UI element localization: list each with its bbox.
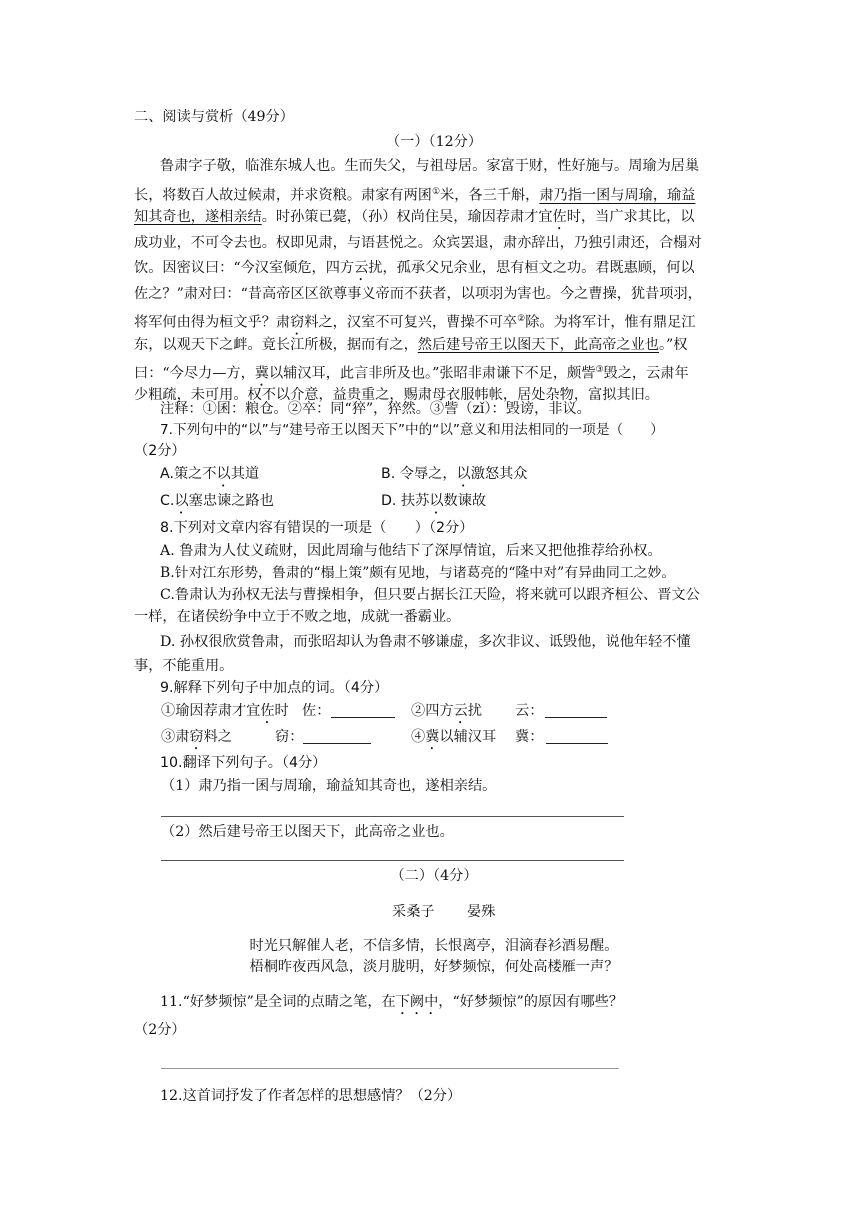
q9-item-1: ①瑜因荐肃才宜佐时	[161, 703, 289, 719]
passage-line: 长，将数百人故过候肃，并求资粮。肃家有两囷①米，各三千斛，肃乃指一囷与周瑜，瑜益	[134, 187, 696, 204]
underlined-sentence: 然后建号帝王以图天下，此高帝之业也	[417, 337, 659, 353]
q9-item-4-key: 冀：	[515, 729, 544, 745]
question-11-stem: 11.“好梦频惊”是全词的点睛之笔，在下阙中，“好梦频惊”的原因有哪些？	[160, 994, 624, 1010]
q9-answer-3-blank[interactable]	[303, 729, 371, 744]
poem-line-2: 梧桐昨夜西风急，淡月胧明，好梦频惊，何处高楼雁一声？	[249, 959, 619, 975]
underlined-sentence: 知其奇也，遂相亲结	[134, 209, 262, 225]
q10-sentence-1: （1）肃乃指一囷与周瑜，瑜益知其奇也，遂相亲结。	[161, 778, 497, 794]
question-7-option-b[interactable]: B. 令辱之，以激怒其众	[381, 466, 528, 482]
passage-line: 鲁肃字子敬，临淮东城人也。生而失父，与祖母居。家富于财，性好施与。周瑜为居巢	[160, 158, 700, 174]
q9-item-4: ④冀以辅汉耳	[411, 729, 497, 745]
passage-line: 将军何由得为桓文乎？肃窃料之，汉室不可复兴，曹操不可卒②除。为将军计，惟有鼎足江	[134, 314, 696, 331]
q9-answer-2-blank[interactable]	[545, 703, 607, 718]
question-7-option-c[interactable]: C.以塞忠谏之路也	[160, 493, 274, 509]
question-8-option-b[interactable]: B.针对江东形势，鲁肃的“榻上策”颇有见地，与诸葛亮的“隆中对”有异曲同工之妙。	[160, 565, 676, 581]
question-8-option-a[interactable]: A. 鲁肃为人仗义疏财，因此周瑜与他结下了深厚情谊，后来又把他推荐给孙权。	[160, 543, 662, 559]
q9-item-1-key: 佐：	[302, 703, 331, 719]
poem-author: 晏殊	[467, 904, 496, 920]
passage-line: 曰：“今尽力—方，冀以辅汉耳，此言非所及也。”张昭非肃谦下不足，颇訾③毁之，云肃年	[134, 365, 689, 382]
passage-line: 成功业，不可令去也。权即见肃，与语甚悦之。众宾罢退，肃亦辞出，乃独引肃还，合榻对	[134, 235, 702, 251]
poem-line-1: 时光只解催人老，不信多情，长恨离亭，泪滴春衫酒易醒。	[249, 938, 619, 954]
question-7-score: （2分）	[134, 443, 186, 459]
question-8-option-c-cont: 一样，在诸侯纷争中立于不败之地，成就一番霸业。	[134, 609, 461, 625]
dotted-word: 云	[354, 260, 369, 276]
section-title: 二、阅读与赏析（49分）	[134, 109, 294, 125]
passage-line: 东，以观天下之衅。竟长江所极，据而有之，然后建号帝王以图天下，此高帝之业也。”权	[134, 337, 688, 353]
part1-heading: （一）（12分）	[385, 134, 483, 150]
passage-line: 知其奇也，遂相亲结。时孙策已薨，（孙）权尚住吴，瑜因荐肃才宜佐时，当广求其比，以	[134, 209, 695, 225]
question-12-stem: 12.这首词抒发了作者怎样的思想感情？（2分）	[160, 1088, 462, 1104]
question-8-option-c[interactable]: C.鲁肃认为孙权无法与曹操相争，但只要占据长江天险，将来就可以跟齐桓公、晋文公	[160, 587, 700, 603]
dotted-word: 窃	[290, 314, 305, 331]
question-7-stem: 7.下列句中的“以”与“建号帝王以图天下”中的“以”意义和用法相同的一项是（ ）	[160, 422, 664, 438]
q10-answer-2-line[interactable]	[161, 860, 624, 861]
q9-item-2-key: 云：	[515, 703, 544, 719]
q10-sentence-2: （2）然后建号帝王以图天下，此高帝之业也。	[161, 824, 454, 840]
question-7-option-d[interactable]: D. 扶苏以数谏故	[381, 493, 487, 509]
question-8-stem: 8.下列对文章内容有错误的一项是（ ）（2分）	[160, 520, 474, 536]
question-8-option-d[interactable]: D. 孙权很欣赏鲁肃，而张昭却认为鲁肃不够谦虚，多次非议、诋毁他，说他年轻不懂	[160, 634, 691, 650]
footnote-mark: ③	[595, 365, 604, 375]
question-10-stem: 10.翻译下列句子。（4分）	[160, 755, 327, 771]
footnote-mark: ①	[431, 187, 441, 197]
passage-line: 少粗疏，未可用。权不以介意，益贵重之，赐肃母衣服帏帐，居处杂物，富拟其旧。	[134, 387, 659, 403]
passage-line: 饮。因密议曰：“今汉室倾危，四方云扰，孤承父兄余业，思有桓文之功。君既惠顾，何以	[134, 260, 695, 276]
footnote-mark: ②	[517, 314, 526, 324]
question-11-score: （2分）	[134, 1022, 186, 1038]
question-7-option-a[interactable]: A.策之不以其道	[160, 466, 260, 482]
underlined-sentence: 肃乃指一囷与周瑜，瑜益	[539, 187, 696, 204]
question-8-option-d-cont: 事，不能重用。	[134, 658, 234, 674]
passage-line: 佐之？”肃对曰：“昔高帝区区欲尊事义帝而不获者，以项羽为害也。今之曹操，犹昔项羽，	[134, 286, 702, 302]
q9-answer-4-blank[interactable]	[546, 729, 608, 744]
question-9-stem: 9.解释下列句子中加点的词。（4分）	[160, 680, 389, 696]
q9-answer-1-blank[interactable]	[331, 703, 395, 718]
part2-heading: （二）（4分）	[390, 868, 478, 884]
dotted-word: 佐	[552, 209, 567, 225]
dotted-word: 下阙中	[395, 994, 439, 1010]
q9-item-2: ②四方云扰	[411, 703, 482, 719]
q9-item-3: ③肃窃料之	[161, 729, 232, 745]
q11-answer-line[interactable]	[161, 1068, 619, 1069]
poem-title: 采桑子	[392, 904, 435, 920]
q9-item-3-key: 窃：	[275, 729, 304, 745]
q10-answer-1-line[interactable]	[161, 816, 624, 817]
dotted-word: 冀	[254, 365, 269, 382]
notes: 注释：①囷：粮仓。②卒：同“猝”，猝然。③訾（zǐ）：毁谤，非议。	[160, 401, 591, 417]
